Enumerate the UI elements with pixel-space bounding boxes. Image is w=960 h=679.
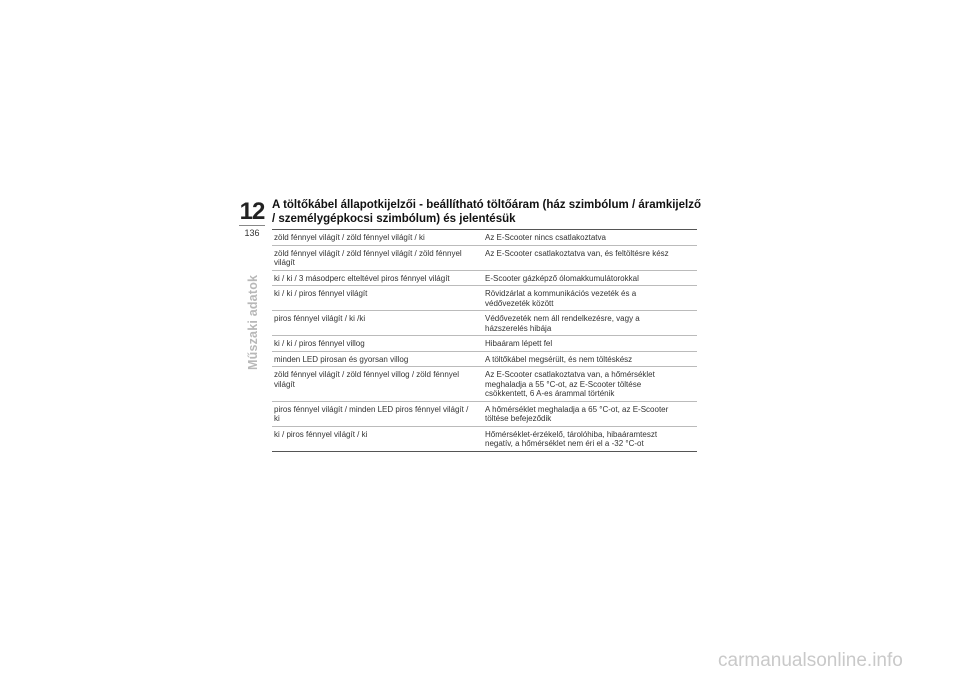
led-state-cell: ki / piros fénnyel világít / ki (274, 429, 368, 439)
meaning-cell: Védővezeték nem áll rendelkezésre, vagy a házszerelés hibája (485, 314, 640, 333)
meaning-cell: Az E-Scooter csatlakoztatva van, a hőmérséklet meghaladja a 55 °C-ot, az E-Scooter töltése csökkentett, 6 A-es árammal történik (485, 370, 655, 398)
table-row (272, 352, 697, 368)
page-title: A töltőkábel állapotkijelzői - beállítható töltőáram (ház szimbólum / áramkijelző / személygépkocsi szimbólum) és jelentésük (272, 199, 701, 225)
meaning-cell: Rövidzárlat a kommunikációs vezeték és a védővezeték között (485, 289, 637, 308)
chapter-number: 12 (239, 198, 265, 225)
meaning-cell: A hőmérséklet meghaladja a 65 °C-ot, az E-Scooter töltése befejeződik (485, 404, 669, 423)
meaning-cell: A töltőkábel megsérült, és nem töltéskész (485, 354, 633, 364)
meaning-cell: Az E-Scooter csatlakoztatva van, és feltöltésre kész (485, 248, 669, 258)
led-state-cell: ki / ki / piros fénnyel villog (274, 339, 365, 348)
led-state-cell: zöld fénnyel világít / zöld fénnyel világít / zöld fénnyel világít (274, 248, 462, 267)
table-row (272, 246, 697, 271)
table-row (272, 271, 697, 287)
meaning-cell: E-Scooter gázképző ólomakkumulátorokkal (485, 273, 639, 283)
meaning-cell: Az E-Scooter nincs csatlakoztatva (485, 233, 606, 242)
table-row (272, 427, 697, 452)
led-state-cell: piros fénnyel világít / minden LED piros fénnyel világít / ki (274, 404, 469, 423)
table-row (272, 230, 697, 246)
led-state-cell: ki / ki / 3 másodperc elteltével piros fénnyel világít (274, 273, 450, 283)
led-state-cell: zöld fénnyel világít / zöld fénnyel villog / zöld fénnyel világít (274, 370, 459, 389)
table-row (272, 286, 697, 311)
section-side-label: Műszaki adatok (246, 274, 260, 370)
table-row (272, 336, 697, 352)
table-row (272, 402, 697, 427)
site-watermark: carmanualsonline.info (718, 650, 903, 671)
meaning-cell: Hőmérséklet-érzékelő, tárolóhiba, hibaáramteszt negatív, a hőmérséklet nem éri el a -32 °C-ot (485, 429, 658, 448)
meaning-cell: Hibaáram lépett fel (485, 339, 553, 348)
table-row (272, 367, 697, 402)
led-state-cell: zöld fénnyel világít / zöld fénnyel világít / ki (274, 233, 425, 242)
status-table (272, 229, 697, 452)
table-row (272, 311, 697, 336)
led-state-cell: piros fénnyel világít / ki /ki (274, 314, 366, 323)
page-number: 136 (244, 228, 260, 238)
chapter-divider (239, 225, 265, 226)
led-state-cell: minden LED pirosan és gyorsan villog (274, 354, 409, 364)
led-state-cell: ki / ki / piros fénnyel világít (274, 289, 368, 298)
